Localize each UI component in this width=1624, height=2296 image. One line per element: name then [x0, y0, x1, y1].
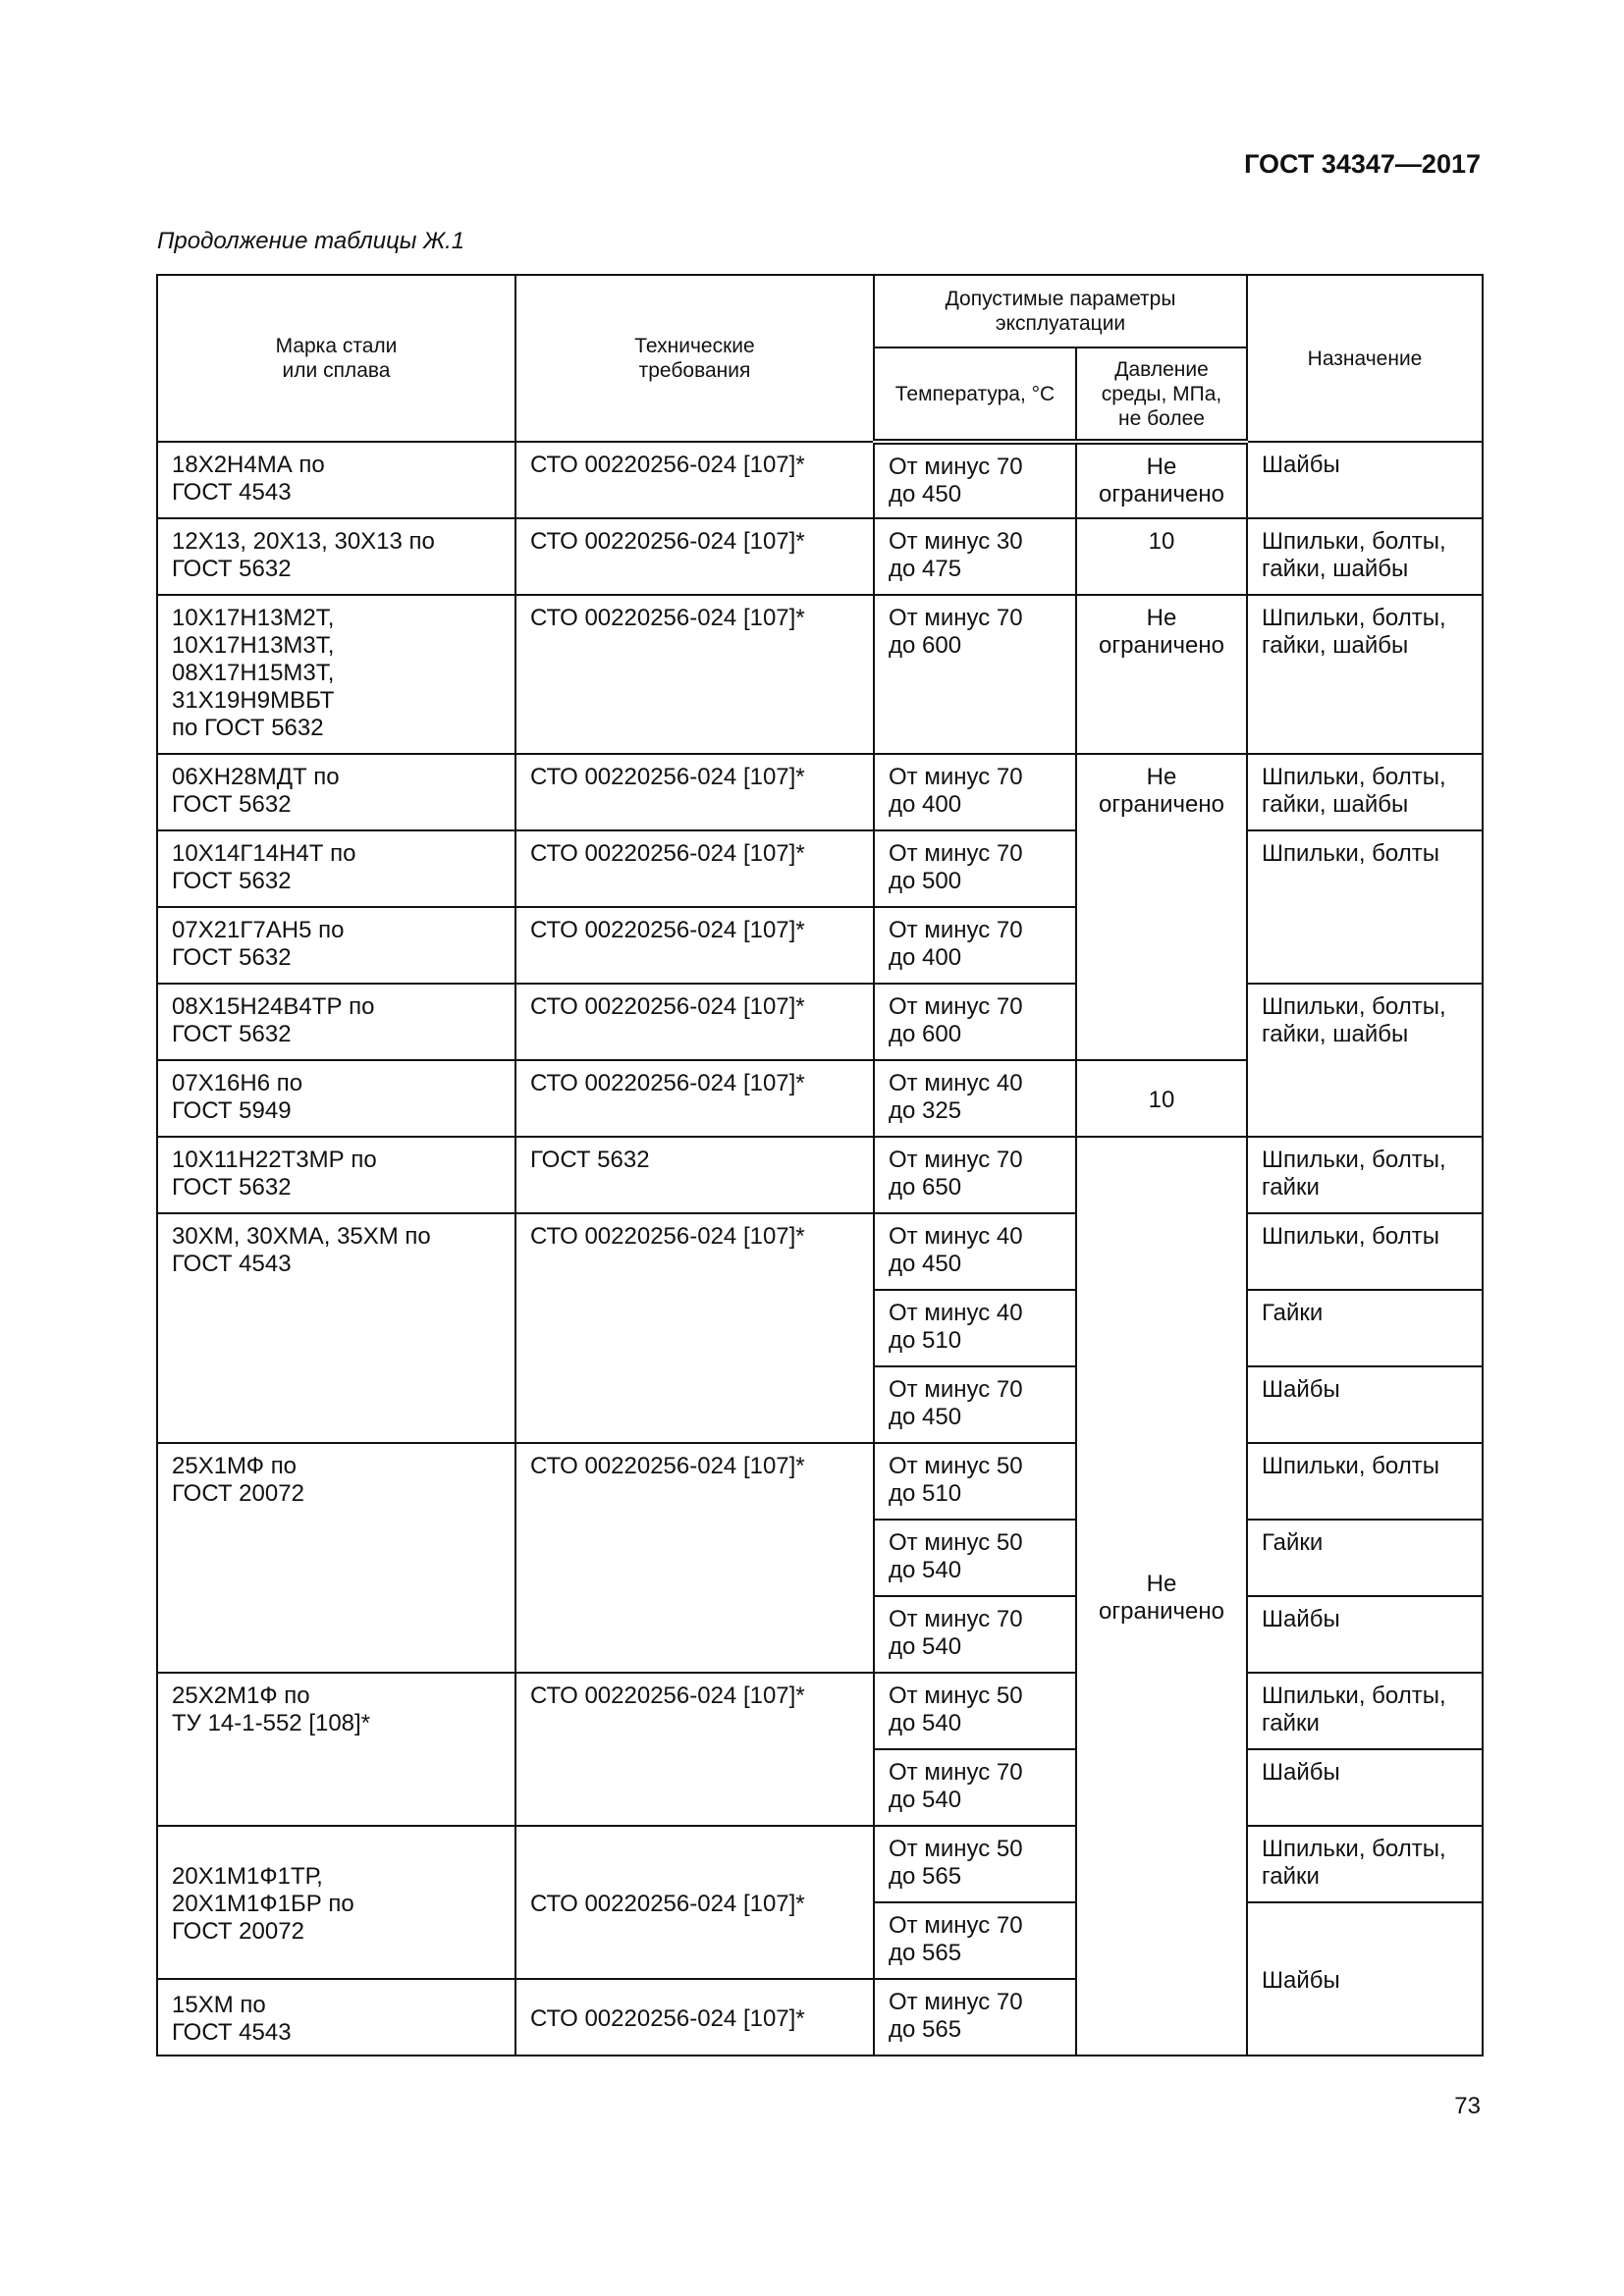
cell-purpose: Шпильки, болты: [1247, 1213, 1483, 1290]
cell-pressure: Не ограничено: [1076, 442, 1247, 518]
cell-temp: От минус 40 до 450: [874, 1213, 1076, 1290]
document-code: ГОСТ 34347—2017: [1244, 149, 1481, 179]
cell-tech: СТО 00220256-024 [107]*: [515, 1979, 874, 2056]
cell-pressure: 10: [1076, 518, 1247, 595]
header-pressure: Давление среды, МПа, не более: [1076, 347, 1247, 442]
cell-grade: 10Х17Н13М2Т, 10Х17Н13М3Т, 08Х17Н15М3Т, 31Х19Н9МВБТ по ГОСТ 5632: [157, 595, 515, 754]
cell-temp: От минус 70 до 400: [874, 907, 1076, 984]
cell-temp: От минус 70 до 565: [874, 1979, 1076, 2056]
cell-grade: 20Х1М1Ф1ТР, 20Х1М1Ф1БР по ГОСТ 20072: [157, 1826, 515, 1979]
cell-grade: 25Х1МФ по ГОСТ 20072: [157, 1443, 515, 1673]
cell-tech: СТО 00220256-024 [107]*: [515, 595, 874, 754]
header-tech: Технические требования: [515, 275, 874, 442]
cell-temp: От минус 70 до 450: [874, 442, 1076, 518]
cell-grade: 18Х2Н4МА по ГОСТ 4543: [157, 442, 515, 518]
cell-temp: От минус 50 до 540: [874, 1673, 1076, 1749]
cell-pressure: Не ограничено: [1076, 754, 1247, 1060]
table-row: [157, 442, 1483, 518]
cell-temp: От минус 70 до 600: [874, 595, 1076, 754]
cell-pressure: 10: [1076, 1060, 1247, 1137]
cell-purpose: Шпильки, болты, гайки: [1247, 1673, 1483, 1749]
cell-grade: 06ХН28МДТ по ГОСТ 5632: [157, 754, 515, 830]
cell-tech: СТО 00220256-024 [107]*: [515, 830, 874, 907]
header-temp: Температура, °С: [874, 347, 1076, 442]
cell-purpose: Шпильки, болты, гайки: [1247, 1826, 1483, 1902]
cell-temp: От минус 40 до 510: [874, 1290, 1076, 1366]
cell-tech: СТО 00220256-024 [107]*: [515, 907, 874, 984]
cell-temp: От минус 70 до 565: [874, 1902, 1076, 1979]
cell-purpose: Шайбы: [1247, 1749, 1483, 1826]
cell-tech: СТО 00220256-024 [107]*: [515, 1060, 874, 1137]
cell-temp: От минус 70 до 600: [874, 984, 1076, 1060]
table-row: [157, 595, 1483, 754]
cell-temp: От минус 70 до 450: [874, 1366, 1076, 1443]
cell-purpose: Шпильки, болты: [1247, 1443, 1483, 1520]
cell-pressure: Не ограничено: [1076, 1137, 1247, 2056]
cell-purpose: Шпильки, болты, гайки, шайбы: [1247, 754, 1483, 830]
cell-purpose: Шайбы: [1247, 442, 1483, 518]
header-purpose: Назначение: [1247, 275, 1483, 442]
cell-tech: СТО 00220256-024 [107]*: [515, 518, 874, 595]
table-row: [157, 1673, 1483, 1749]
cell-temp: От минус 70 до 500: [874, 830, 1076, 907]
cell-grade: 07Х16Н6 по ГОСТ 5949: [157, 1060, 515, 1137]
table-row: [157, 1443, 1483, 1520]
table-caption: Продолжение таблицы Ж.1: [157, 228, 465, 254]
cell-grade: 10Х14Г14Н4Т по ГОСТ 5632: [157, 830, 515, 907]
cell-temp: От минус 50 до 565: [874, 1826, 1076, 1902]
cell-grade: 30ХМ, 30ХМА, 35ХМ по ГОСТ 4543: [157, 1213, 515, 1443]
cell-grade: 25Х2М1Ф по ТУ 14-1-552 [108]*: [157, 1673, 515, 1826]
cell-tech: СТО 00220256-024 [107]*: [515, 754, 874, 830]
page-number: 73: [1454, 2093, 1481, 2119]
cell-tech: СТО 00220256-024 [107]*: [515, 984, 874, 1060]
cell-purpose: Шпильки, болты, гайки, шайбы: [1247, 984, 1483, 1137]
cell-tech: СТО 00220256-024 [107]*: [515, 442, 874, 518]
cell-purpose: Гайки: [1247, 1290, 1483, 1366]
cell-purpose: Шайбы: [1247, 1902, 1483, 2056]
cell-pressure: Не ограничено: [1076, 595, 1247, 754]
cell-temp: От минус 50 до 540: [874, 1520, 1076, 1596]
cell-purpose: Шпильки, болты, гайки, шайбы: [1247, 518, 1483, 595]
cell-temp: От минус 50 до 510: [874, 1443, 1076, 1520]
cell-grade: 10Х11Н22Т3МР по ГОСТ 5632: [157, 1137, 515, 1213]
table-row: [157, 1137, 1483, 1213]
cell-purpose: Шайбы: [1247, 1596, 1483, 1673]
cell-temp: От минус 40 до 325: [874, 1060, 1076, 1137]
cell-temp: От минус 70 до 400: [874, 754, 1076, 830]
table-row: [157, 984, 1483, 1060]
header-params: Допустимые параметры эксплуатации: [874, 275, 1247, 347]
cell-purpose: Шпильки, болты, гайки: [1247, 1137, 1483, 1213]
cell-temp: От минус 30 до 475: [874, 518, 1076, 595]
cell-grade: 12Х13, 20Х13, 30Х13 по ГОСТ 5632: [157, 518, 515, 595]
header-grade: Марка стали или сплава: [157, 275, 515, 442]
cell-purpose: Шайбы: [1247, 1366, 1483, 1443]
table-row: [157, 518, 1483, 595]
cell-purpose: Гайки: [1247, 1520, 1483, 1596]
table-row: [157, 754, 1483, 830]
cell-grade: 08Х15Н24В4ТР по ГОСТ 5632: [157, 984, 515, 1060]
cell-temp: От минус 70 до 540: [874, 1749, 1076, 1826]
cell-tech: СТО 00220256-024 [107]*: [515, 1826, 874, 1979]
cell-tech: СТО 00220256-024 [107]*: [515, 1213, 874, 1443]
table-row: [157, 1213, 1483, 1290]
cell-tech: СТО 00220256-024 [107]*: [515, 1443, 874, 1673]
cell-purpose: Шпильки, болты: [1247, 830, 1483, 984]
cell-purpose: Шпильки, болты, гайки, шайбы: [1247, 595, 1483, 754]
steel-grades-table: [156, 274, 1484, 2056]
cell-temp: От минус 70 до 650: [874, 1137, 1076, 1213]
cell-grade: 07Х21Г7АН5 по ГОСТ 5632: [157, 907, 515, 984]
table-row: [157, 1826, 1483, 1902]
cell-tech: СТО 00220256-024 [107]*: [515, 1673, 874, 1826]
cell-temp: От минус 70 до 540: [874, 1596, 1076, 1673]
cell-tech: ГОСТ 5632: [515, 1137, 874, 1213]
table-row: [157, 830, 1483, 907]
cell-grade: 15ХМ по ГОСТ 4543: [157, 1979, 515, 2056]
